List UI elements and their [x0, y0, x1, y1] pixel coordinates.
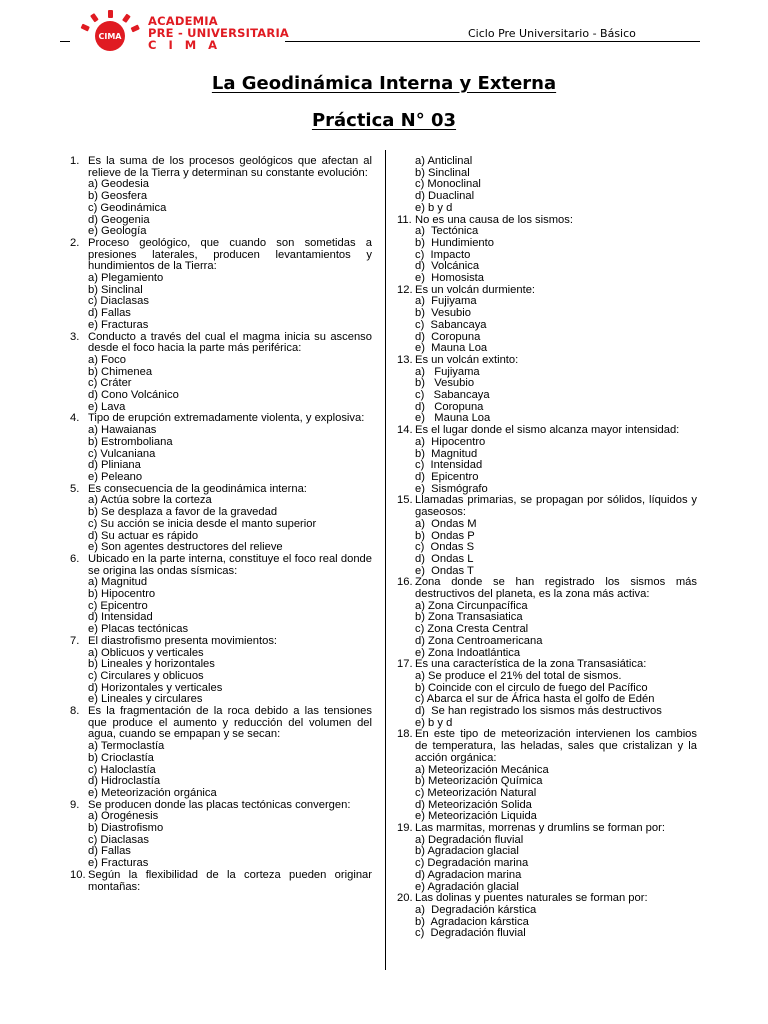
question-number: 19.: [397, 822, 413, 835]
question-number: 6.: [70, 552, 80, 565]
question-stem: [70, 554, 372, 577]
question-block: [70, 706, 372, 800]
question-number: 5.: [70, 482, 80, 495]
answer-option: a) Orogénesis: [88, 810, 159, 823]
answer-option: b) Lineales y horizontales: [88, 658, 215, 671]
answer-option: b) Estromboliana: [88, 435, 173, 448]
question-number: 13.: [397, 353, 413, 366]
answer-option: b) Diastrofismo: [88, 822, 164, 835]
answer-option: a) Plegamiento: [88, 272, 164, 285]
page-title: La Geodinámica Interna y Externa: [211, 73, 557, 94]
question-number: 8.: [70, 705, 80, 718]
answer-option: d) Su actuar es rápido: [88, 529, 199, 542]
answer-option: a) Fujiyama: [415, 295, 477, 308]
answer-option: c) Cráter: [88, 377, 132, 390]
question-block: [70, 800, 372, 870]
answer-option: c) Epicentro: [88, 599, 148, 612]
answer-option: b) Magnitud: [415, 447, 478, 460]
question-number: 16.: [397, 576, 413, 589]
answer-option: a) Se produce el 21% del total de sismos.: [415, 669, 622, 682]
answer-option: c) Degradación marina: [415, 857, 529, 870]
question-text: En este tipo de meteorización intervienen los cambios de temperatura, las heladas, sales que cristalizan y la acción orgánica:: [415, 728, 697, 764]
cima-logo-icon: [78, 10, 142, 54]
answer-option: e) Lineales y circulares: [88, 693, 203, 706]
answer-option: c) Geodinámica: [88, 201, 167, 214]
question-stem: [397, 495, 697, 518]
answer-option: a) Geodesia: [88, 178, 149, 191]
answer-option: b) Agradacion kárstica: [415, 915, 529, 928]
answer-option: b) Hundimiento: [415, 236, 494, 249]
answer-option: b) Vesubio: [415, 377, 475, 390]
answer-option: a) Magnitud: [88, 576, 148, 589]
answer-option: d) Fallas: [88, 845, 131, 858]
question-number: 14.: [397, 424, 413, 437]
question-number: 4.: [70, 412, 80, 425]
question-block: [70, 484, 372, 554]
answer-option: e) Son agentes destructores del relieve: [88, 541, 283, 554]
question-text: Es consecuencia de la geodinámica interna:: [88, 482, 307, 495]
answer-option: e) Ondas T: [415, 564, 474, 577]
answer-option: a) Termoclastía: [88, 740, 165, 753]
answer-option: b) Hipocentro: [88, 588, 156, 601]
answer-option: a) Degradación fluvial: [415, 833, 524, 846]
question-block: [70, 156, 372, 238]
answer-option: c) Su acción se inicia desde el manto superior: [88, 517, 317, 530]
question-stem: [397, 355, 697, 367]
question-stem: [70, 636, 372, 648]
answer-option: e) Placas tectónicas: [88, 623, 189, 636]
answer-option: c) Haloclastía: [88, 763, 156, 776]
question-text: Proceso geológico, que cuando son sometidas a presiones laterales, producen levantamientos y hundimientos de la Tierra:: [88, 236, 372, 273]
answer-option: e) b y d: [415, 201, 453, 214]
page-header: [0, 0, 768, 60]
questions-left-column: [70, 156, 372, 893]
page-subtitle: Práctica N° 03: [311, 110, 457, 131]
answer-option: a) Foco: [88, 353, 126, 366]
answer-option: a) Actúa sobre la corteza: [88, 494, 212, 507]
question-text: Las dolinas y puentes naturales se forman por:: [415, 892, 648, 905]
question-number: 11.: [397, 213, 412, 226]
question-stem: [70, 706, 372, 741]
question-text: Zona donde se han registrado los sismos más destructivos del planeta, es la zona más activa:: [415, 576, 697, 601]
answer-option: a) Hawaianas: [88, 424, 157, 437]
answer-option: b) Ondas P: [415, 529, 475, 542]
answer-option: b) Vesubio: [415, 307, 471, 320]
question-text: Es un volcán extinto:: [415, 353, 519, 366]
question-block: [397, 495, 697, 577]
cycle-label: Ciclo Pre Universitario - Básico: [468, 27, 636, 40]
answer-option: c) Vulcaniana: [88, 447, 156, 460]
answer-option: d) Ondas L: [415, 552, 474, 565]
answer-option: e) Homosista: [415, 272, 485, 285]
answer-option: d) Intensidad: [88, 611, 153, 624]
header-rule-left: [60, 41, 70, 42]
answer-option: d) Hidroclastía: [88, 775, 161, 788]
answer-option: d) Fallas: [88, 307, 131, 320]
answer-option: e) Meteorización orgánica: [88, 786, 217, 799]
question-block: [70, 413, 372, 483]
answer-option: b) Sinclinal: [415, 166, 470, 179]
question-stem: [397, 577, 697, 600]
answer-option: b) Sinclinal: [88, 283, 143, 296]
question-stem: [70, 156, 372, 179]
answer-option: a) Zona Circunpacífica: [415, 599, 528, 612]
question-stem: [70, 332, 372, 355]
question-text: Conducto a través del cual el magma inicia su ascenso desde el foco hacia la parte más periférica:: [88, 330, 372, 355]
question-text: Es una característica de la zona Transasiática:: [415, 658, 647, 671]
answer-option: b) Agradacion glacial: [415, 845, 519, 858]
answer-option: d) Agradacion marina: [415, 868, 522, 881]
answer-option: d) Cono Volcánico: [88, 389, 179, 402]
question-number: 3.: [70, 330, 80, 343]
question-number: 12.: [397, 283, 413, 296]
question-text: Es la fragmentación de la roca debido a las tensiones que produce el aumento y reducción del volumen del agua, cuando se empapan y se secan:: [88, 705, 372, 741]
question-number: 1.: [70, 155, 80, 167]
answer-option: a) Meteorización Mecánica: [415, 763, 549, 776]
answer-option: e) Zona Indoatlántica: [415, 646, 521, 659]
answer-option: e) Meteorización Liquida: [415, 810, 537, 823]
answer-option: e) b y d: [415, 716, 453, 729]
answer-option: d) Coropuna: [415, 330, 481, 343]
question-block: [70, 554, 372, 636]
answer-option: e) Lava: [88, 400, 126, 413]
answer-option: c) Ondas S: [415, 541, 475, 554]
question-stem: [70, 238, 372, 273]
question-text: Es un volcán durmiente:: [415, 283, 536, 296]
answer-option: e) Fracturas: [88, 857, 149, 870]
answer-option: a) Anticlinal: [415, 155, 473, 167]
answer-option: a) Oblicuos y verticales: [88, 646, 204, 659]
question-number: 20.: [397, 892, 413, 905]
question-stem: [397, 729, 697, 764]
question-number: 18.: [397, 728, 413, 741]
header-rule: [285, 41, 700, 42]
question-text: Llamadas primarias, se propagan por sólidos, líquidos y gaseosos:: [415, 494, 697, 519]
answer-option: a) Fujiyama: [415, 365, 480, 378]
answer-option: e) Sismógrafo: [415, 482, 488, 495]
answer-option: d) Meteorización Solida: [415, 798, 532, 811]
answer-option: e) Geología: [88, 225, 147, 238]
answer-option: c) Impacto: [415, 248, 471, 261]
answer-option: b) Geosfera: [88, 190, 148, 203]
question-block: [397, 285, 697, 355]
answer-option: b) Zona Transasiatica: [415, 611, 523, 624]
answer-option: a) Hipocentro: [415, 435, 486, 448]
question-block: [397, 577, 697, 659]
answer-option: a) Degradación kárstica: [415, 904, 537, 916]
question-block: [397, 659, 697, 729]
svg-text:CIMA: CIMA: [98, 32, 122, 41]
question-text: El diastrofismo presenta movimientos:: [88, 634, 278, 647]
question-text: No es una causa de los sismos:: [415, 213, 573, 226]
answer-option: b) Chimenea: [88, 365, 153, 378]
answer-option: e) Mauna Loa: [415, 342, 488, 355]
answer-option: c) Circulares y oblicuos: [88, 669, 204, 682]
brand-name: ACADEMIA PRE - UNIVERSITARIA C I M A: [148, 14, 290, 52]
question-text: Es el lugar donde el sismo alcanza mayor intensidad:: [415, 424, 680, 437]
answer-option: c) Zona Cresta Central: [415, 623, 529, 636]
answer-option: e) Peleano: [88, 470, 143, 483]
answer-option: d) Coropuna: [415, 400, 484, 413]
question-stem: [70, 870, 372, 893]
answer-option: d) Volcánica: [415, 260, 480, 273]
answer-option: c) Abarca el sur de África hasta el golfo de Edén: [415, 693, 655, 706]
answer-option: d) Zona Centroamericana: [415, 634, 543, 647]
question-text: Tipo de erupción extremadamente violenta, y explosiva:: [88, 412, 365, 425]
question-number: 2.: [70, 236, 80, 249]
question-number: 17.: [397, 658, 413, 671]
answer-option: c) Diaclasas: [88, 295, 149, 308]
answer-option: d) Se han registrado los sismos más destructivos: [415, 705, 662, 718]
question-block: [397, 425, 697, 495]
answer-option: c) Diaclasas: [88, 833, 149, 846]
answer-option: d) Duaclinal: [415, 190, 475, 203]
question-block: [70, 332, 372, 414]
answer-option: c) Meteorización Natural: [415, 786, 537, 799]
answer-option: d) Pliniana: [88, 459, 141, 472]
question-text: Es la suma de los procesos geológicos que afectan al relieve de la Tierra y determinan su constante evolución:: [88, 155, 372, 179]
question-number: 9.: [70, 798, 80, 811]
answer-option: e) Agradación glacial: [415, 880, 519, 893]
question-block: [70, 870, 372, 893]
question-block: [397, 893, 697, 940]
answer-option: d) Horizontales y verticales: [88, 681, 223, 694]
question-block: [397, 355, 697, 425]
answer-option: b) Meteorización Química: [415, 775, 543, 788]
answer-option: c) Sabancaya: [415, 318, 487, 331]
answer-option: e) Mauna Loa: [415, 412, 491, 425]
question-block: [397, 215, 697, 285]
question-block: [397, 823, 697, 893]
question-block: [70, 636, 372, 706]
answer-option: e) Fracturas: [88, 318, 149, 331]
question-number: 15.: [397, 494, 413, 507]
question-text: Ubicado en la parte interna, constituye el foco real donde se origina las ondas sísmicas:: [88, 552, 372, 577]
question-block: [70, 238, 372, 332]
question-text: Se producen donde las placas tectónicas convergen:: [88, 798, 351, 811]
answer-option: c) Monoclinal: [415, 178, 481, 191]
answer-option: a) Ondas M: [415, 517, 477, 530]
question-text: Las marmitas, morrenas y drumlins se forman por:: [415, 822, 665, 835]
answer-option: a) Tectónica: [415, 225, 479, 238]
question-block: [397, 156, 697, 215]
column-divider: [385, 150, 386, 970]
answer-option: c) Sabancaya: [415, 389, 490, 402]
answer-option: b) Crioclastía: [88, 751, 154, 764]
questions-right-column: [397, 156, 697, 940]
answer-option: d) Epicentro: [415, 470, 479, 483]
question-number: 7.: [70, 634, 80, 647]
answer-option: d) Geogenia: [88, 213, 150, 226]
question-number: 10.: [70, 868, 86, 881]
answer-option: c) Degradación fluvial: [415, 927, 526, 940]
answer-option: c) Intensidad: [415, 459, 483, 472]
answer-option: b) Coincide con el circulo de fuego del Pacífico: [415, 681, 648, 694]
answer-option: b) Se desplaza a favor de la gravedad: [88, 506, 278, 519]
question-block: [397, 729, 697, 823]
question-text: Según la flexibilidad de la corteza pueden originar montañas:: [88, 868, 372, 893]
